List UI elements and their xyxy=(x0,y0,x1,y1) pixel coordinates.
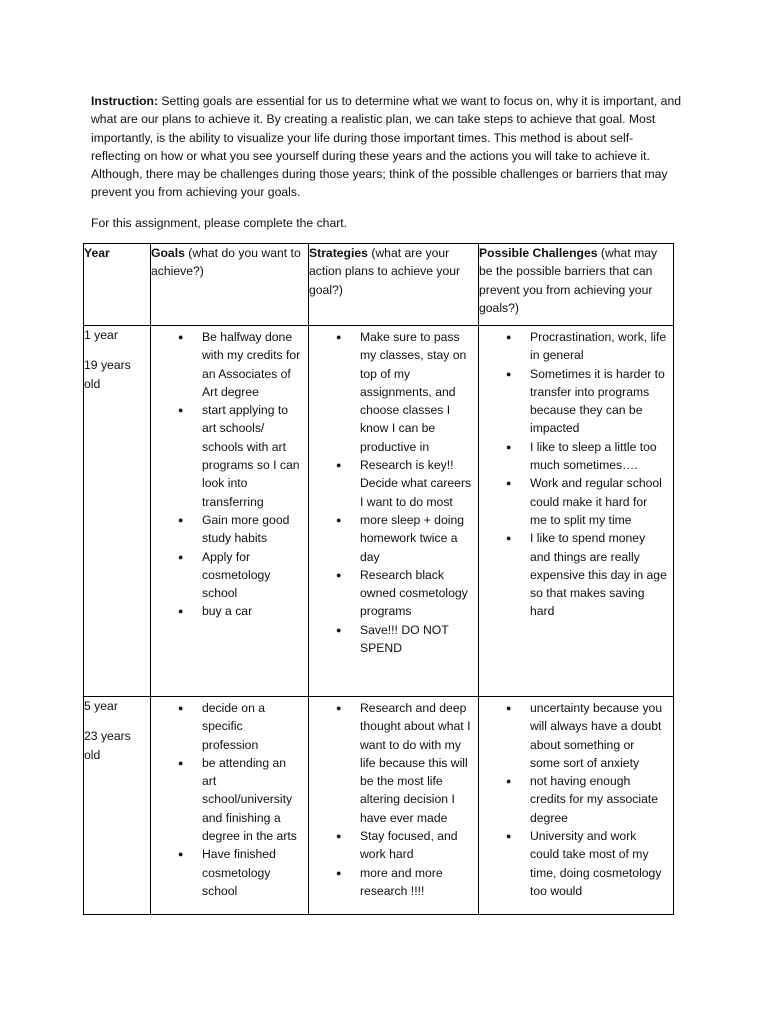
goal-item: ● Be halfway done with my credits for an Associates of Art degree xyxy=(151,328,302,401)
strategy-item: ● Save!!! DO NOT SPEND xyxy=(309,621,472,658)
strategies-cell xyxy=(309,697,479,915)
goals-chart xyxy=(83,243,674,915)
challenge-item: ● University and work could take most of my time, doing cosmetology too would xyxy=(479,827,667,900)
strategies-cell xyxy=(309,326,479,697)
challenge-item: ● Procrastination, work, life in general xyxy=(479,328,667,365)
age-label: 23 years old xyxy=(84,729,131,762)
goal-item: ● Have finished cosmetology school xyxy=(151,845,302,900)
header-strategies-note: (what are your action plans to achieve your goal?) xyxy=(309,246,461,297)
challenges-cell xyxy=(479,697,674,915)
assignment-note: For this assignment, please complete the chart. xyxy=(91,216,348,230)
strategy-item: ● Research is key!! Decide what careers I want to do most xyxy=(309,456,472,511)
instructions-lead: Instruction: xyxy=(91,94,159,108)
header-row xyxy=(84,244,674,326)
table-row-5-year xyxy=(84,697,674,915)
year-cell xyxy=(84,326,151,697)
goals-cell xyxy=(151,326,309,697)
header-challenges-label: Possible Challenges xyxy=(479,246,598,260)
goal-item: ● be attending an art school/university and finishing a degree in the arts xyxy=(151,754,302,845)
challenges-cell xyxy=(479,326,674,697)
instructions-text: Setting goals are essential for us to determine what we want to focus on, why it is important, and what are our plans to achieve it. By creating a realistic plan, we can take steps to achieve that goal. Most importantly, is the ability to visualize your life during those important times. This method is about self-reflecting on how or what you see yourself during these years and the actions you will take to achieve it. Although, there may be challenges during those years; think of the possible challenges or barriers that may prevent you from achieving your goals. xyxy=(91,94,682,200)
goal-item: ● Gain more good study habits xyxy=(151,511,302,548)
strategy-item: ● Research black owned cosmetology programs xyxy=(309,566,472,621)
age-label: 19 years old xyxy=(84,358,131,391)
year-label: 1 year xyxy=(84,328,118,342)
goal-item: ● buy a car xyxy=(151,602,302,620)
strategy-item: ● Make sure to pass my classes, stay on top of my assignments, and choose classes I know I can be productive in xyxy=(309,328,472,456)
goals-cell xyxy=(151,697,309,915)
header-strategies xyxy=(309,244,479,326)
header-challenges-note: (what may be the possible barriers that can prevent you from achieving your goals?) xyxy=(479,246,658,315)
challenge-item: ● not having enough credits for my associate degree xyxy=(479,772,667,827)
challenge-item: ● I like to spend money and things are really expensive this day in age so that makes saving hard xyxy=(479,529,667,620)
header-year-label: Year xyxy=(84,246,110,260)
year-cell xyxy=(84,697,151,915)
year-label: 5 year xyxy=(84,699,118,713)
strategy-item: ● more and more research !!!! xyxy=(309,864,472,901)
challenge-item: ● Work and regular school could make it hard for me to split my time xyxy=(479,474,667,529)
header-goals-label: Goals xyxy=(151,246,185,260)
header-challenges xyxy=(479,244,674,326)
header-goals xyxy=(151,244,309,326)
strategy-item: ● Stay focused, and work hard xyxy=(309,827,472,864)
strategy-item: ● Research and deep thought about what I want to do with my life because this will be the most life altering decision I have ever made xyxy=(309,699,472,827)
header-goals-note: (what do you want to achieve?) xyxy=(151,246,301,279)
instructions-paragraph xyxy=(91,92,681,202)
challenge-item: ● uncertainty because you will always have a doubt about something or some sort of anxiety xyxy=(479,699,667,772)
goal-item: ● decide on a specific profession xyxy=(151,699,302,754)
goal-item: ● start applying to art schools/ schools with art programs so I can look into transferring xyxy=(151,401,302,511)
goal-item: ● Apply for cosmetology school xyxy=(151,548,302,603)
challenge-item: ● I like to sleep a little too much sometimes…. xyxy=(479,438,667,475)
header-strategies-label: Strategies xyxy=(309,246,368,260)
header-year xyxy=(84,244,151,326)
challenge-item: ● Sometimes it is harder to transfer into programs because they can be impacted xyxy=(479,365,667,438)
table-row-1-year xyxy=(84,326,674,697)
strategy-item: ● more sleep + doing homework twice a day xyxy=(309,511,472,566)
